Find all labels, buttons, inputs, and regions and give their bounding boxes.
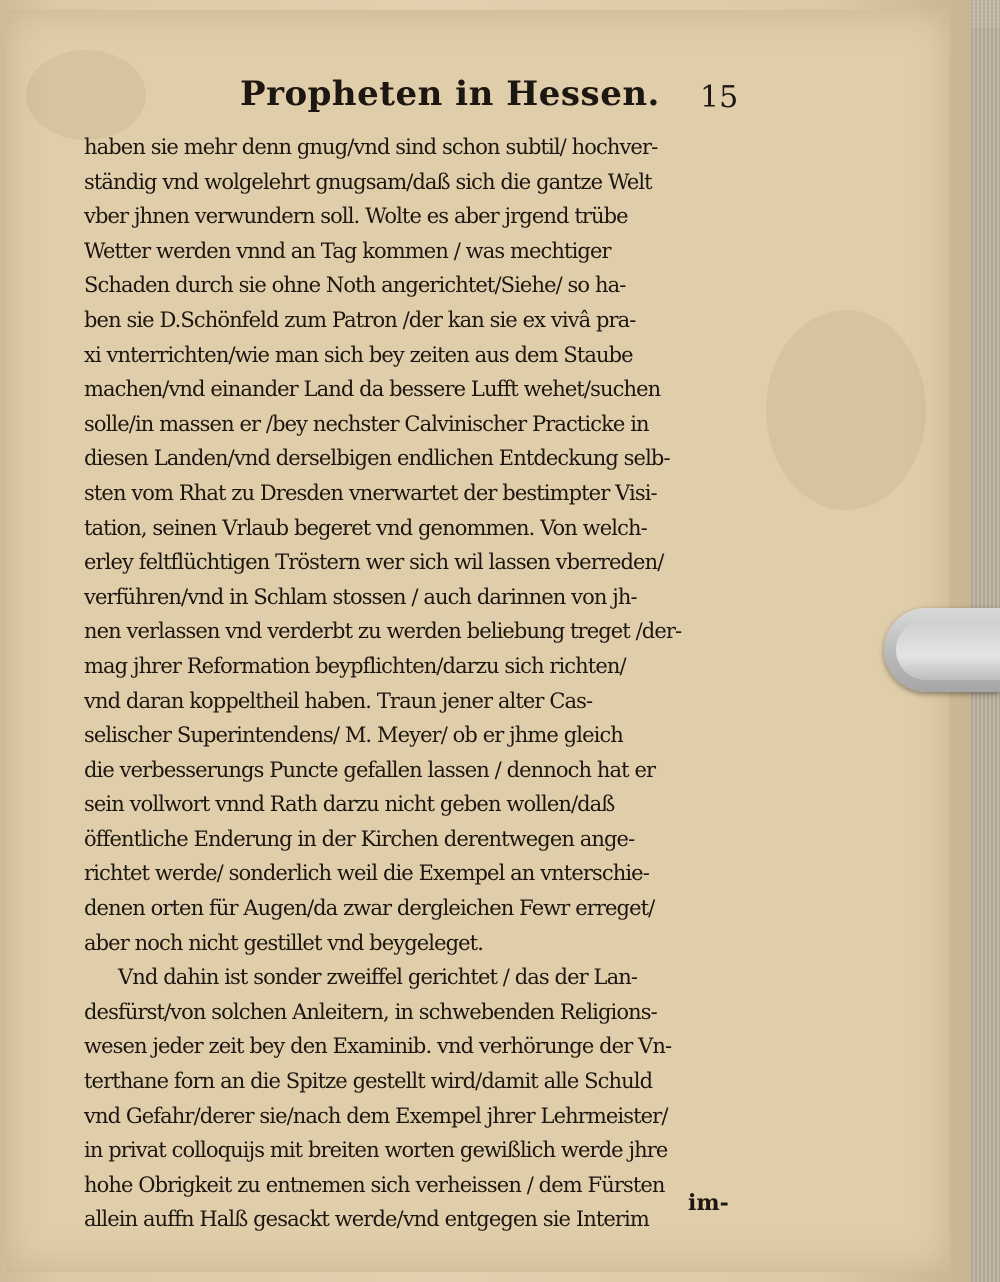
paper-stain <box>766 310 926 510</box>
page-number: 15 <box>700 80 739 115</box>
text-line: richtet werde/ sonderlich weil die Exempel an vnterschie- <box>84 861 649 886</box>
text-line: machen/vnd einander Land da bessere Lufft wehet/suchen <box>84 377 661 402</box>
text-line: selischer Superintendens/ M. Meyer/ ob er jhme gleich <box>84 723 623 748</box>
text-line: haben sie mehr denn gnug/vnd sind schon subtil/ hochver- <box>84 135 658 159</box>
text-line: mag jhrer Reformation beypflichten/darzu sich richten/ <box>84 653 626 678</box>
text-line: terthane forn an die Spitze gestellt wird/damit alle Schuld <box>84 1069 653 1094</box>
text-line: diesen Landen/vnd derselbigen endlichen Entdeckung selb- <box>84 446 670 471</box>
text-line: Schaden durch sie ohne Noth angerichtet/Siehe/ so ha- <box>84 273 626 298</box>
text-line: denen orten für Augen/da zwar dergleichen Fewr erreget/ <box>84 896 655 921</box>
paragraph-first-line: Vnd dahin ist sonder zweiffel gerichtet / das der Lan- <box>118 965 638 990</box>
text-line: nen verlassen vnd verderbt zu werden beliebung treget /der- <box>84 619 682 644</box>
page-clip-highlight <box>896 620 1000 680</box>
text-line: ständig vnd wolgelehrt gnugsam/daß sich die gantze Welt <box>84 169 652 194</box>
text-line: öffentliche Enderung in der Kirchen derentwegen ange- <box>84 826 635 851</box>
text-line: vber jhnen verwundern soll. Wolte es aber jrgend trübe <box>84 204 628 229</box>
text-line: erley feltflüchtigen Tröstern wer sich wil lassen vberreden/ <box>84 550 664 575</box>
text-line: desfürst/von solchen Anleitern, in schwebenden Religions- <box>84 999 657 1024</box>
text-line: wesen jeder zeit bey den Examinib. vnd verhörunge der Vn- <box>84 1034 672 1059</box>
text-line: sein vollwort vnnd Rath darzu nicht geben wollen/daß <box>84 792 615 817</box>
text-line: in privat colloquijs mit breiten worten gewißlich werde jhre <box>84 1138 668 1163</box>
text-line: sten vom Rhat zu Dresden vnerwartet der bestimpter Visi- <box>84 480 657 505</box>
text-line: aber noch nicht gestillet vnd beygeleget. <box>84 930 483 955</box>
running-title: Propheten in Hessen. <box>240 74 660 114</box>
text-line: allein auffn Halß gesackt werde/vnd entgegen sie Interim <box>84 1207 649 1232</box>
text-line: ben sie D.Schönfeld zum Patron /der kan sie ex vivâ pra- <box>84 307 636 332</box>
text-line: solle/in massen er /bey nechster Calvinischer Practicke in <box>84 411 649 436</box>
text-line: vnd Gefahr/derer sie/nach dem Exempel jhrer Lehrmeister/ <box>84 1103 668 1128</box>
catchword: im- <box>688 1190 729 1216</box>
text-line: hohe Obrigkeit zu entnemen sich verheissen / dem Fürsten <box>84 1172 665 1197</box>
text-line: tation, seinen Vrlaub begeret vnd genommen. Von welch- <box>84 515 647 540</box>
text-line: Wetter werden vnnd an Tag kommen / was mechtiger <box>84 238 611 263</box>
page-header <box>240 74 760 124</box>
text-line: die verbesserungs Puncte gefallen lassen / dennoch hat er <box>84 757 656 782</box>
text-line: verführen/vnd in Schlam stossen / auch darinnen von jh- <box>84 584 637 609</box>
body-text <box>84 130 744 1237</box>
text-line: vnd daran koppeltheil haben. Traun jener alter Cas- <box>84 688 593 713</box>
paper-stain <box>26 50 146 140</box>
text-line: xi vnterrichten/wie man sich bey zeiten aus dem Staube <box>84 342 633 367</box>
